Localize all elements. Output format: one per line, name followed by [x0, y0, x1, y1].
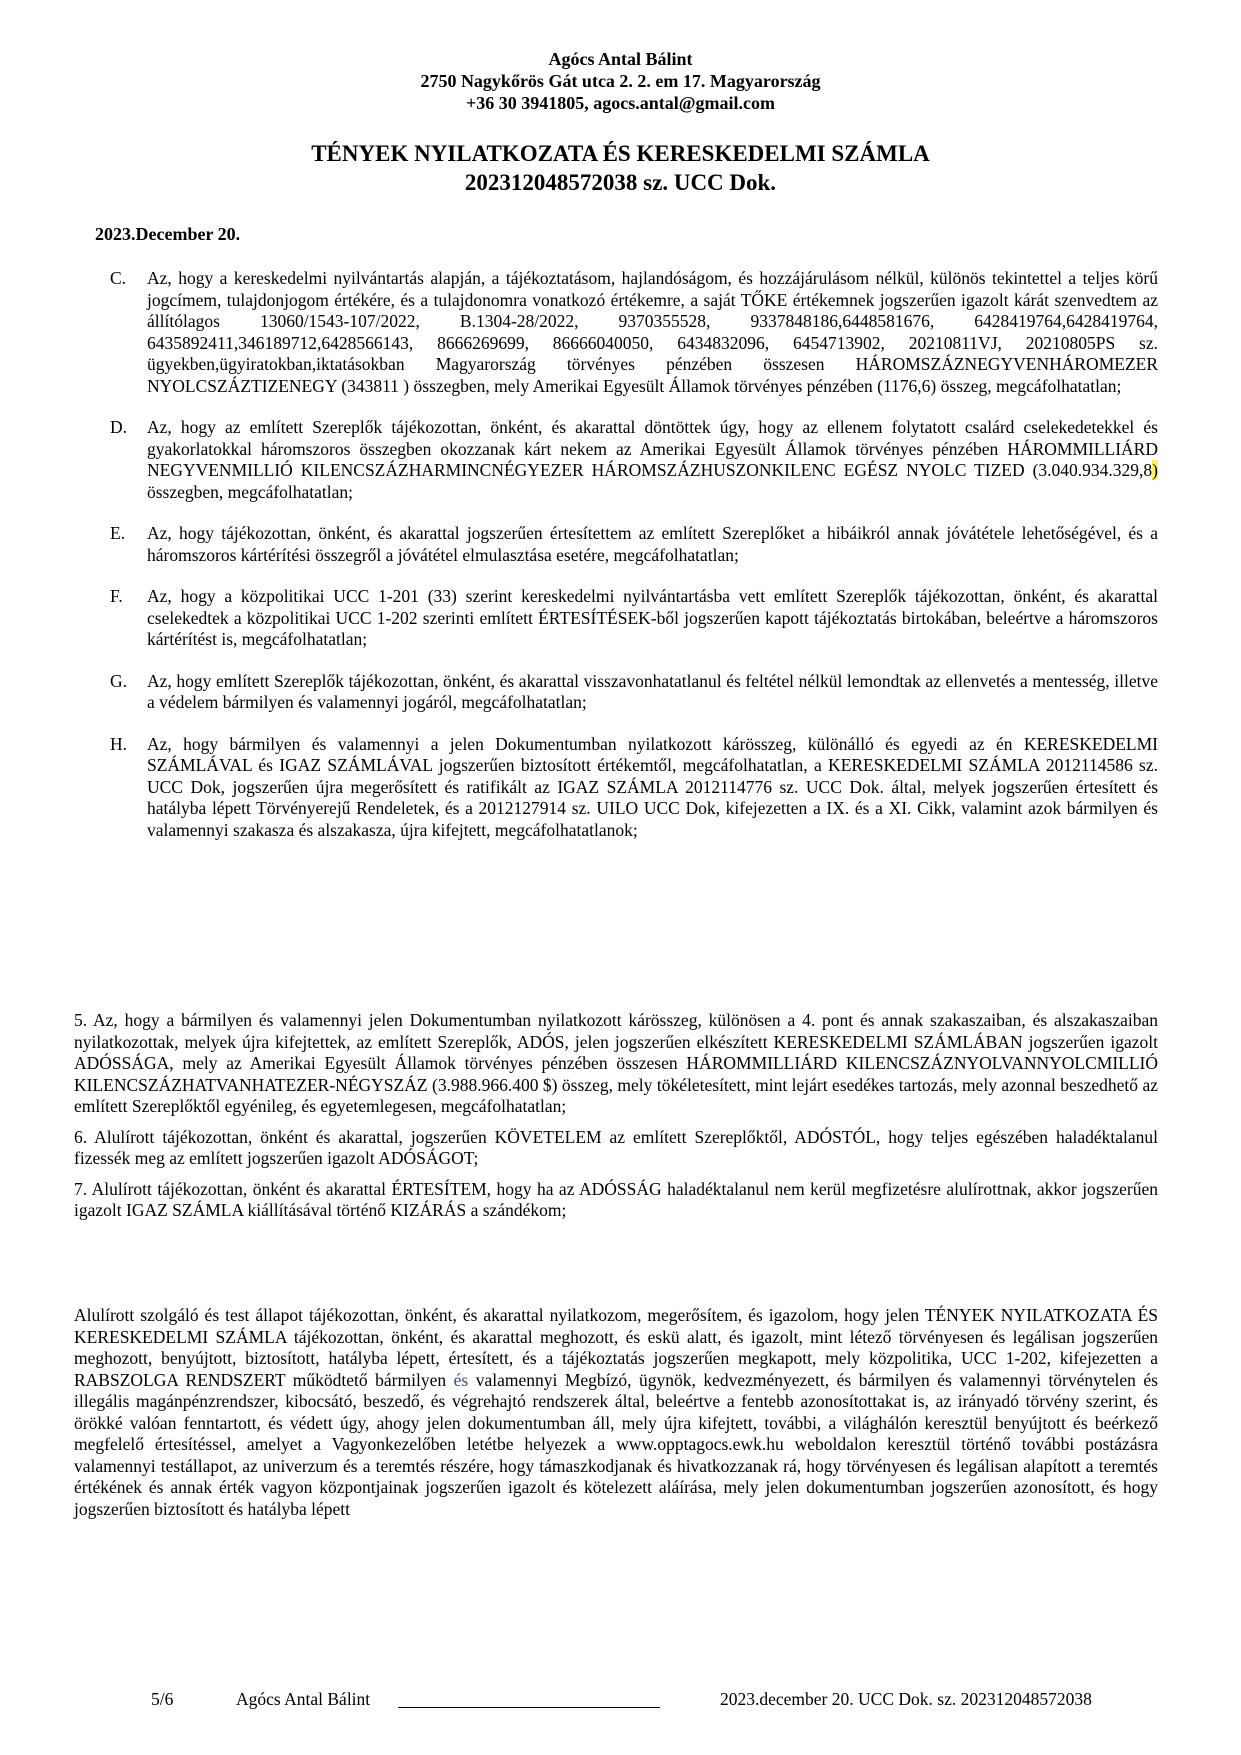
list-item-f: [110, 586, 1158, 651]
signature-line: [398, 1689, 660, 1708]
list-item-g: [110, 671, 1158, 714]
sender-address: 2750 Nagykőrös Gát utca 2. 2. em 17. Magyarország: [420, 71, 821, 91]
item-text: Az, hogy a kereskedelmi nyilvántartás alapján, a tájékoztatásom, hajlandóságom, és hozzájárulásom nélkül, különös tekintettel a teljes körű jogcímem, tulajdonjogom értékére, és a tulajdonomra vonatkozó értékemre, a saját TŐKE értékemnek jogszerűen igazolt kárát szenvedtem az állítólagos 13060/1543-107/2022, B.1304-28/2022, 9370355528, 9337848186,6448581676, 6428419764,6428419764, 6435892411,346189712,6428566143, 8666269699, 86666040050, 6434832096, 6454713902, 20210811VJ, 20210805PS sz. ügyekben,ügyiratokban,iktatásokban Magyarország törvényes pénzében összesen HÁROMSZÁZNEGYVENHÁROMEZER NYOLCSZÁZTIZENEGY (343811 ) összegben, mely Amerikai Egyesült Államok törvényes pénzében (1176,6) összeg, megcáfolhatatlan;: [147, 268, 1158, 396]
sender-header: [0, 48, 1241, 114]
item-text-main: Az, hogy az említett Szereplők tájékozottan, önként, és akarattal döntöttek úgy, hogy az ellenem folytatott csalárd cselekedetekkel és gyakorlatokkal háromszoros összegben okozzanak kárt nekem az Amerikai Egyesült Államok törvényes pénzében HÁROMMILLIÁRD NEGYVENMILLIÓ KILENCSZÁZHARMINCNÉGYEZER HÁROMSZÁZHUSZONKILENC EGÉSZ NYOLC TIZED (3.040.934.329,8: [147, 417, 1158, 480]
item-text: Az, hogy a közpolitikai UCC 1-201 (33) szerint kereskedelmi nyilvántartásba vett említett Szereplők tájékozottan, önként, és akarattal cselekedtek a közpolitikai UCC 1-202 szerinti említett ÉRTESÍTÉSEK-ből jogszerűen kapott tájékoztatás birtokában, beleértve a háromszoros kártérítést is, megcáfolhatatlan;: [147, 586, 1158, 649]
closing-blue-word: és: [453, 1369, 469, 1390]
document-title: [0, 139, 1241, 197]
footer-signer-name: Agócs Antal Bálint: [236, 1689, 371, 1709]
list-item-c: [110, 268, 1158, 397]
paragraph-7: 7. Alulírott tájékozottan, önként és akarattal ÉRTESÍTEM, hogy ha az ADÓSSÁG haladéktalanul nem kerül megfizetésre alulírottnak, akkor jogszerűen igazolt IGAZ SZÁMLA kiállításával történő KIZÁRÁS a szándékom;: [74, 1178, 1158, 1220]
item-text: Az, hogy bármilyen és valamennyi a jelen Dokumentumban nyilatkozott kárösszeg, különálló és egyedi az én KERESKEDELMI SZÁMLÁVAL és IGAZ SZÁMLÁVAL jogszerűen biztosított értékemtől, megcáfolhatatlan, a KERESKEDELMI SZÁMLA 2012114586 sz. UCC Dok, jogszerűen újra megerősített és ratifikált az IGAZ SZÁMLA 2012114776 sz. UCC Dok. által, melyek jogszerűen értesített és hatályba lépett Törvényerejű Rendeletek, és a 2012127914 sz. UILO UCC Dok, kifejezetten a IX. és a XI. Cikk, valamint azok bármilyen és valamennyi szakasza és alszakasza, újra kifejtett, megcáfolhatatlanok;: [147, 733, 1158, 840]
page-number: 5/6: [151, 1689, 174, 1709]
item-marker: D.: [110, 417, 128, 437]
closing-declaration: [74, 1305, 1158, 1520]
item-text: [147, 417, 1158, 503]
numbered-paragraphs: [74, 1010, 1158, 1231]
item-marker: C.: [110, 268, 127, 288]
paragraph-5: 5. Az, hogy a bármilyen és valamennyi jelen Dokumentumban nyilatkozott kárösszeg, különösen a 4. pont és annak szakaszaiban, és alszakaszaiban nyilatkozottak, melyek újra kifejtettek, az említett Szereplők, ADÓS, jelen jogszerűen elkészített KERESKEDELMI SZÁMLÁBAN jogszerűen igazolt ADÓSSÁGA, mely az Amerikai Egyesült Államok törvényes pénzében összesen HÁROMMILLIÁRD KILENCSZÁZNYOLVANNYOLCMILLIÓ KILENCSZÁZHATVANHATEZER-NÉGYSZÁZ (3.988.966.400 $) összeg, mely tökéletesített, mint lejárt esedékes tartozás, mely azonnal beszedhető az említett Szereplőktől egyénileg, és egyetemlegesen, megcáfolhatatlan;: [74, 1010, 1158, 1116]
sender-contact: +36 30 3941805, agocs.antal@gmail.com: [466, 93, 775, 113]
title-line-2: 202312048572038 sz. UCC Dok.: [464, 170, 777, 195]
item-text-tail: összegben, megcáfolhatatlan;: [147, 481, 354, 502]
item-marker: H.: [110, 733, 128, 754]
list-item-d: [110, 417, 1158, 503]
item-marker: G.: [110, 670, 128, 691]
footer-reference: 2023.december 20. UCC Dok. sz. 202312048572038: [720, 1689, 1092, 1709]
highlighted-paren: ): [1152, 460, 1158, 480]
sender-name: Agócs Antal Bálint: [548, 49, 693, 69]
list-item-h: [110, 734, 1158, 842]
title-line-1: TÉNYEK NYILATKOZATA ÉS KERESKEDELMI SZÁMLA: [311, 141, 930, 166]
item-text: Az, hogy tájékozottan, önként, és akarattal jogszerűen értesítettem az említett Szereplőket a hibáikról annak jóvátétele lehetőségével, és a háromszoros kártérítési összegről a jóvátétel elmulasztása esetére, megcáfolhatatlan;: [147, 523, 1158, 565]
lettered-list: [110, 268, 1158, 841]
item-marker: F.: [110, 586, 123, 606]
item-text: Az, hogy említett Szereplők tájékozottan, önként, és akarattal visszavonhatatlanul és feltétel nélkül lemondtak az ellenvetés a mentesség, illetve a védelem bármilyen és valamennyi jogáról, megcáfolhatatlan;: [147, 670, 1158, 712]
paragraph-6: 6. Alulírott tájékozottan, önként és akarattal, jogszerűen KÖVETELEM az említett Szereplőktől, ADÓSTÓL, hogy teljes egészében haladéktalanul fizessék meg az említett jogszerűen igazolt ADÓSÁGOT;: [74, 1126, 1158, 1168]
item-marker: E.: [110, 523, 126, 543]
document-date: 2023.December 20.: [95, 224, 241, 244]
closing-text-start: Alulírott szolgáló és test állapot tájékozottan, önként, és akarattal nyilatkozom, megerősítem, és igazolom, hogy jelen TÉNYEK NYILATKOZATA ÉS KERESKEDELMI SZÁMLA tájékozottan, önként, és akarattal meghozott, és eskü alatt, és igazolt, mint létező törvényesen és legálisan jogszerűen meghozott, benyújtott, biztosított, hatályba lépett, értesített, és a tájékoztatás jogszerűen megkapott, mely közpolitika, UCC 1-202, kifejezetten a RABSZOLGA RENDSZERT működtető bármilyen: [74, 1305, 1158, 1390]
list-item-e: [110, 523, 1158, 566]
closing-text-end: valamennyi Megbízó, ügynök, kedvezményezett, és bármilyen és valamennyi törvénytelen és illegális magánpénzrendszer, kibocsátó, beszedő, és végrehajtó rendszerek által, beleértve a fentebb azonosítottakat is, az irányadó törvény szerint, és örökké valóan fenntartott, és védett úgy, ahogy jelen dokumentumban áll, mely újra kifejtett, további, a világhálón keresztül benyújtott és beérkező megfelelő értesítéssel, amelyet a Vagyonkezelőben letétbe helyezek a www.opptagocs.ewk.hu weboldalon keresztül történő további postázásra valamennyi testállapot, az univerzum és a teremtés részére, hogy támaszkodjanak és hivatkozzanak rá, hogy törvényesen és legálisan alapított a teremtés értékének és annak érték vagyon központjainak jogszerűen igazolt és kötelezett aláírása, mely jelen dokumentumban jogszerűen azonosított, és hogy jogszerűen biztosított és hatályba lépett: [74, 1369, 1158, 1519]
